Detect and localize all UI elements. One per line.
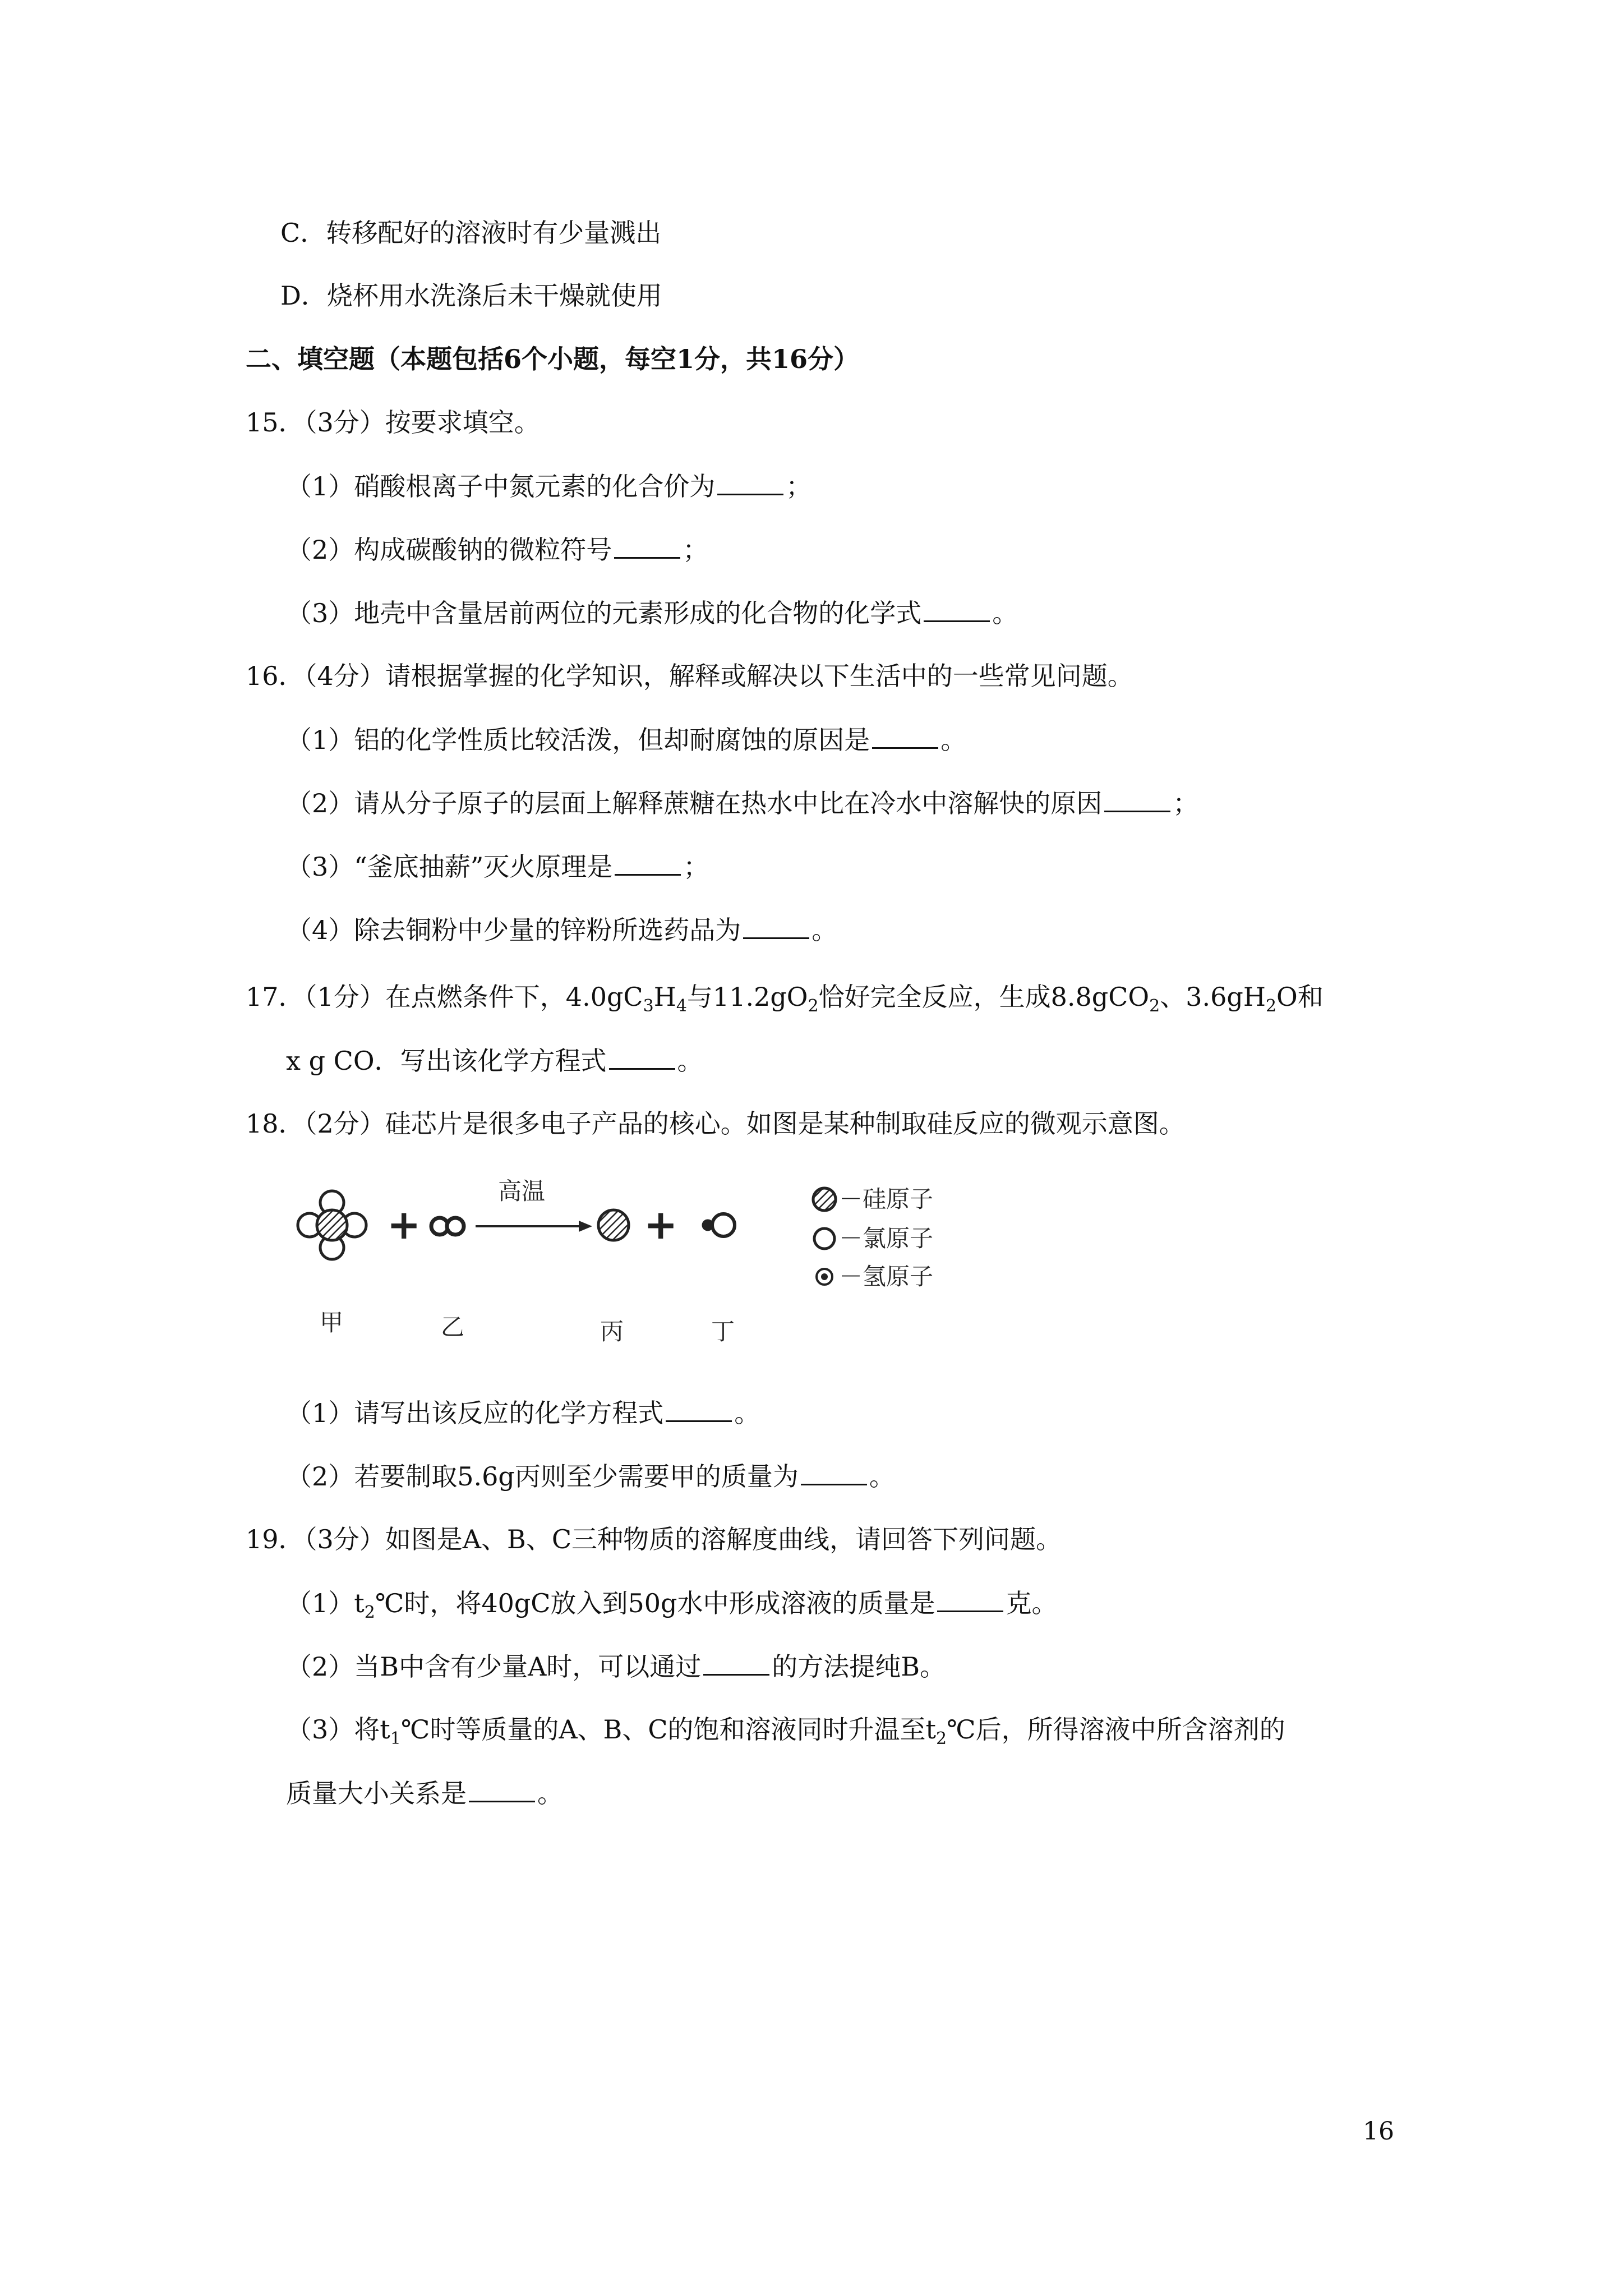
question-15-2: （2）构成碳酸钠的微粒符号 ；: [286, 532, 708, 567]
label-yi: 乙: [441, 1313, 465, 1341]
silicon-atom-icon: [813, 1188, 836, 1211]
question-15-1: （1）硝酸根离子中氮元素的化合价为 ；: [286, 469, 811, 503]
question-18: 18．（2分）硅芯片是很多电子产品的核心。如图是某种制取硅反应的微观示意图。: [246, 1108, 1185, 1139]
molecule-jia: [298, 1191, 366, 1259]
answer-blank[interactable]: [615, 849, 681, 876]
question-15-3: （3）地壳中含量居前两位的元素形成的化合物的化学式 。: [286, 596, 1018, 630]
plus-sign: +: [644, 1201, 678, 1248]
question-17-line2: x g CO．写出该化学方程式 。: [286, 1043, 703, 1078]
page-number: 16: [1363, 2117, 1394, 2146]
reaction-diagram: [280, 1167, 1009, 1352]
answer-blank[interactable]: [614, 532, 680, 559]
question-16: 16．（4分）请根据掌握的化学知识，解释或解决以下生活中的一些常见问题。: [246, 661, 1133, 691]
question-19-3: （3）将$t_1℃$时等质量的A、B、C的饱和溶液同时升温至$t_2℃$后，所得溶液中所含溶剂的: [286, 1714, 1285, 1749]
question-19: 19．（3分）如图是A、B、C三种物质的溶解度曲线，请回答下列问题。: [246, 1524, 1062, 1554]
section-heading: 二、填空题（本题包括6个小题，每空1分，共16分）: [246, 344, 860, 374]
answer-blank[interactable]: [743, 913, 809, 939]
legend-silicon: －硅原子: [839, 1185, 934, 1213]
legend-chlorine: －氯原子: [839, 1225, 934, 1252]
question-16-3: （3）“釜底抽薪”灭火原理是 ；: [286, 849, 709, 884]
question-17: 17．（1分）在点燃条件下，$4.0gC_3H_4$与$11.2gO_2$恰好完全反应，生成8.8gCO$_2$、$3.6gH_2O$和: [246, 982, 1324, 1016]
answer-blank[interactable]: [717, 469, 783, 495]
label-jia: 甲: [320, 1309, 344, 1336]
answer-blank[interactable]: [801, 1459, 867, 1485]
question-19-3-line2: 质量大小关系是 。: [286, 1776, 563, 1810]
reaction-arrow: [476, 1221, 592, 1232]
question-18-2: （2）若要制取5.6g丙则至少需要甲的质量为 。: [286, 1459, 895, 1493]
answer-blank[interactable]: [609, 1043, 675, 1070]
label-bing: 丙: [600, 1318, 624, 1345]
molecule-ding: [703, 1214, 735, 1236]
answer-blank[interactable]: [872, 723, 938, 749]
question-16-4: （4）除去铜粉中少量的锌粉所选药品为 。: [286, 913, 837, 947]
question-15: 15．（3分）按要求填空。: [246, 407, 540, 438]
answer-blank[interactable]: [937, 1586, 1003, 1612]
answer-blank[interactable]: [666, 1396, 732, 1422]
question-18-1: （1）请写出该反应的化学方程式 。: [286, 1396, 760, 1430]
molecule-bing: [598, 1210, 629, 1240]
label-ding: 丁: [711, 1318, 735, 1345]
answer-blank[interactable]: [703, 1649, 769, 1676]
option-d: D．烧杯用水洗涤后未干燥就使用: [280, 280, 662, 311]
legend-hydrogen: －氢原子: [839, 1263, 934, 1290]
question-19-1: $(1)t_2℃$时，将40gC放入到50g水中形成溶液的质量是 克。: [286, 1586, 1057, 1620]
chlorine-atom-icon: [814, 1228, 834, 1249]
question-16-1: （1）铝的化学性质比较活泼，但却耐腐蚀的原因是 。: [286, 723, 966, 757]
option-c: C．转移配好的溶液时有少量溅出: [280, 218, 662, 248]
molecule-yi: [431, 1218, 464, 1235]
answer-blank[interactable]: [924, 596, 990, 622]
answer-blank[interactable]: [1104, 786, 1170, 812]
question-19-2: （2）当B中含有少量A时，可以通过 的方法提纯B。: [286, 1649, 946, 1683]
question-16-2: （2）请从分子原子的层面上解释蔗糖在热水中比在冷水中溶解快的原因 ；: [286, 786, 1198, 820]
plus-sign: +: [387, 1201, 421, 1248]
legend: [813, 1185, 933, 1290]
answer-blank[interactable]: [469, 1776, 535, 1802]
arrow-label: 高温: [498, 1177, 546, 1205]
